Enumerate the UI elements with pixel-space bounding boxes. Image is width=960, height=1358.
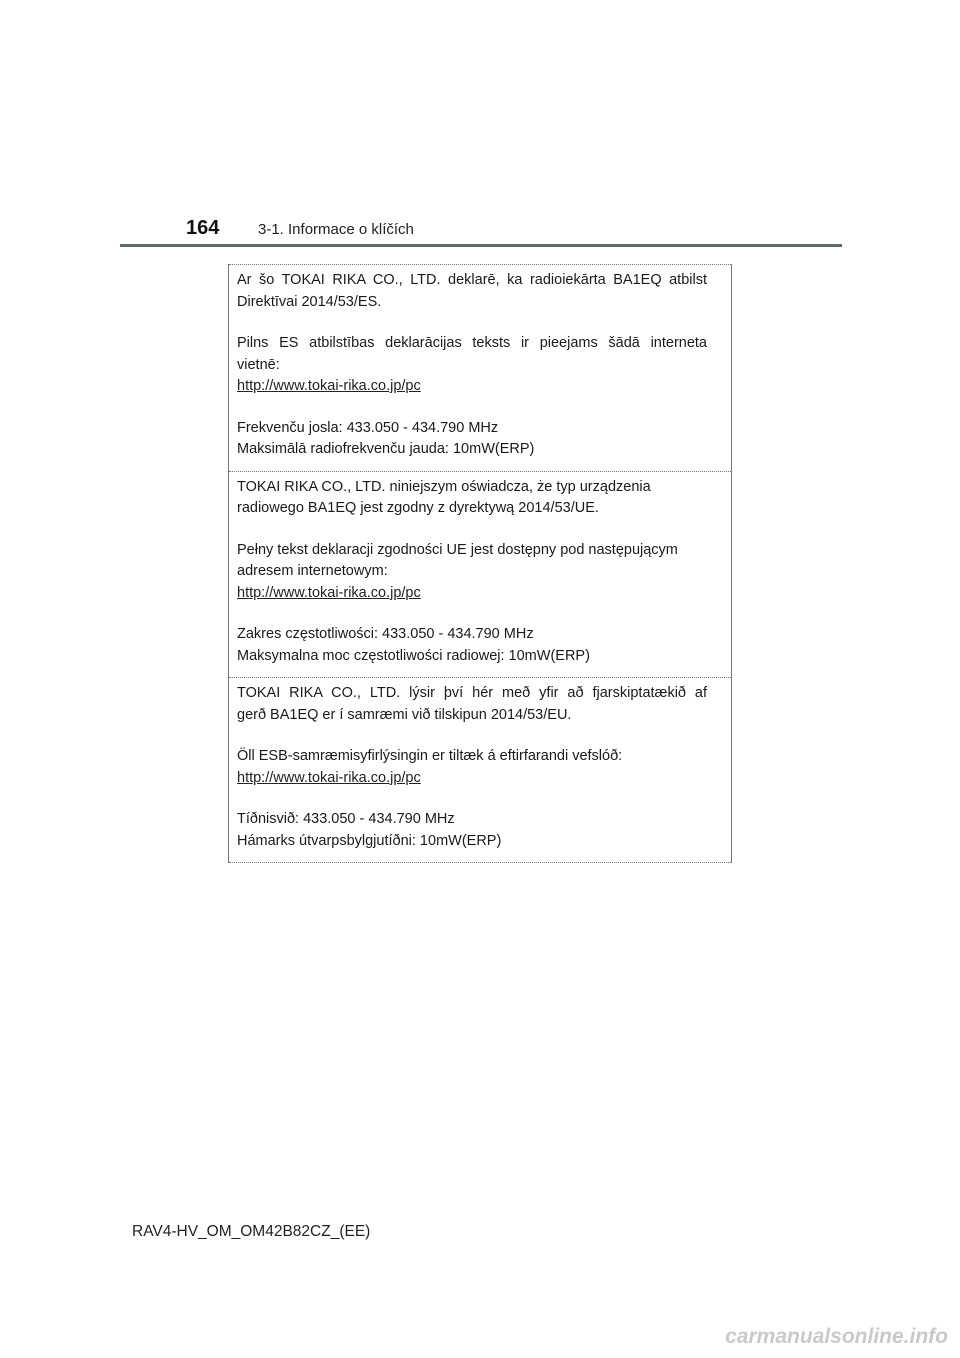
- declaration-block-is: [229, 678, 731, 863]
- declaration-line: Ar šo TOKAI RIKA CO., LTD. deklarē, ka radioiekārta BA1EQ atbilst: [237, 272, 707, 288]
- section-title: 3-1. Informace o klíčích: [258, 221, 414, 238]
- declaration-text-line: vietnē:: [237, 356, 280, 373]
- declaration-block-lv: [229, 264, 731, 472]
- declaration-link[interactable]: http://www.tokai-rika.co.jp/pc: [237, 584, 421, 601]
- declaration-block-pl: [229, 472, 731, 679]
- declaration-line: TOKAI RIKA CO., LTD. niniejszym oświadcza, że typ urządzenia: [237, 478, 651, 495]
- max-power: Maksymalna moc częstotliwości radiowej: 10mW(ERP): [237, 647, 590, 664]
- max-power: Maksimālā radiofrekvenču jauda: 10mW(ERP): [237, 441, 535, 457]
- declaration-text-line: Pełny tekst deklaracji zgodności UE jest dostępny pod następującym: [237, 541, 678, 558]
- declaration-link[interactable]: http://www.tokai-rika.co.jp/pc: [237, 378, 421, 394]
- declaration-line: TOKAI RIKA CO., LTD. lýsir því hér með yfir að fjarskiptatækið af: [237, 685, 707, 701]
- document-code: RAV4-HV_OM_OM42B82CZ_(EE): [132, 1223, 371, 1240]
- declaration-text-line: Öll ESB-samræmisyfirlýsingin er tiltæk á eftirfarandi vefslóð:: [237, 748, 623, 764]
- declaration-line: gerð BA1EQ er í samræmi við tilskipun 2014/53/EU.: [237, 706, 572, 723]
- page-header: [0, 0, 960, 250]
- declaration-line: radiowego BA1EQ jest zgodny z dyrektywą 2014/53/UE.: [237, 500, 599, 516]
- declaration-text-line: Pilns ES atbilstības deklarācijas teksts ir pieejams šādā interneta: [237, 335, 707, 351]
- declaration-box: [228, 264, 732, 863]
- header-divider: [120, 244, 842, 247]
- max-power: Hámarks útvarpsbylgjutíðni: 10mW(ERP): [237, 832, 502, 849]
- frequency-band: Tíðnisvið: 433.050 - 434.790 MHz: [237, 811, 455, 827]
- frequency-band: Zakres częstotliwości: 433.050 - 434.790 MHz: [237, 626, 534, 642]
- declaration-text-line: adresem internetowym:: [237, 563, 388, 579]
- page-number: 164: [186, 217, 220, 239]
- declaration-line: Direktīvai 2014/53/ES.: [237, 293, 382, 310]
- frequency-band: Frekvenču josla: 433.050 - 434.790 MHz: [237, 419, 499, 436]
- declaration-link[interactable]: http://www.tokai-rika.co.jp/pc: [237, 769, 421, 786]
- watermark: carmanualsonline.info: [725, 1325, 948, 1348]
